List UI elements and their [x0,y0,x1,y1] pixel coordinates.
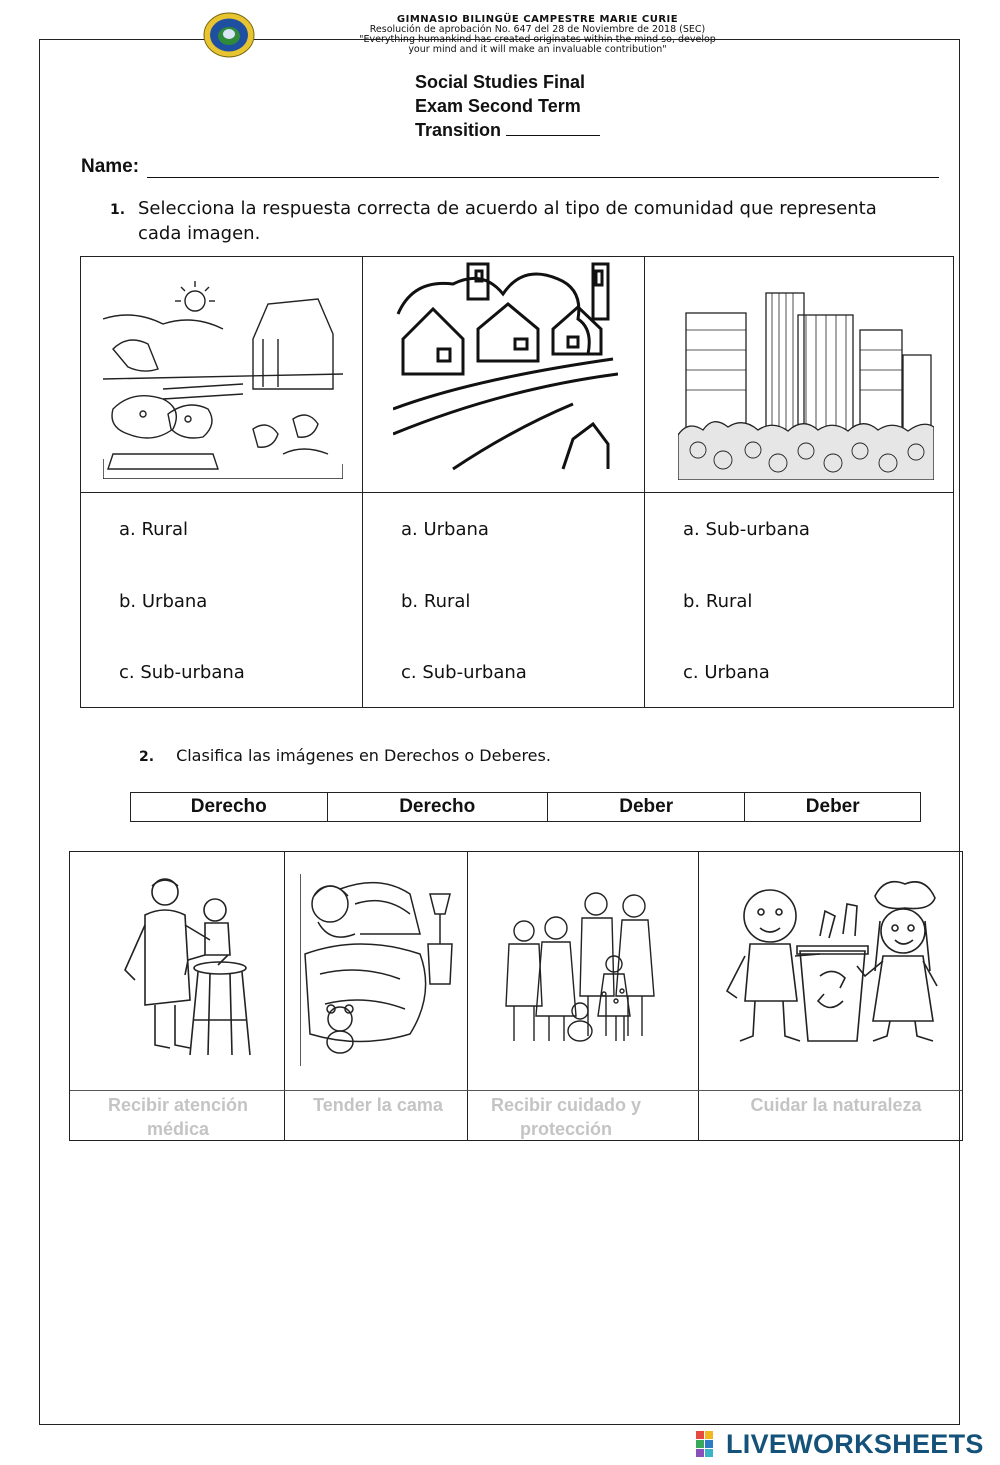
doctor-drawing [110,870,260,1060]
caption-3: Recibir cuidado y protección [490,1095,642,1139]
school-header [300,15,775,55]
exam-title-line1: Social Studies Final [415,72,586,92]
question-1-number: 1. [110,202,126,218]
name-row [81,156,941,178]
grade-blank[interactable] [506,121,600,136]
option-1b[interactable]: b. Urbana [119,591,208,612]
answer-row [130,792,921,822]
suburb-drawing [393,259,618,474]
liveworksheets-icon [696,1431,722,1457]
option-3b[interactable]: b. Rural [683,591,753,612]
caption-4: Cuidar la naturaleza [750,1095,922,1115]
option-2b[interactable]: b. Rural [401,591,471,612]
caption-2: Tender la cama [313,1095,443,1115]
grid-divider [467,852,468,1140]
liveworksheets-logo[interactable] [696,1430,984,1458]
recycling-drawing [725,876,945,1051]
page-border [39,39,960,1425]
farm-drawing [103,279,343,479]
option-2c[interactable]: c. Sub-urbana [401,662,527,683]
question-2 [139,746,551,765]
answer-cell-3[interactable]: Deber [548,793,746,821]
grid-divider [362,257,363,707]
answer-cell-2[interactable]: Derecho [328,793,548,821]
option-3c[interactable]: c. Urbana [683,662,770,683]
liveworksheets-brand: LIVEWORKSHEETS [726,1428,984,1459]
grid-divider [698,852,699,1140]
grid-divider [81,492,953,493]
resolution-text: Resolución de aprobación No. 647 del 28 de Noviembre de 2018 (SEC) [369,24,706,35]
exam-title [360,70,650,142]
bed-drawing [300,874,455,1066]
answer-cell-1[interactable]: Derecho [131,793,328,821]
motto-line-1: "Everything humankind has created originates within the mind so, develop [359,34,716,45]
school-seal-icon [203,12,255,58]
exam-title-line2: Exam Second Term [415,96,581,116]
name-label: Name: [81,156,140,177]
city-drawing [678,275,934,480]
family-drawing [504,886,666,1048]
name-line[interactable] [147,177,939,178]
option-1c[interactable]: c. Sub-urbana [119,662,245,683]
option-2a[interactable]: a. Urbana [401,519,489,540]
question-1-grid [80,256,954,708]
option-3a[interactable]: a. Sub-urbana [683,519,810,540]
answer-cell-4[interactable]: Deber [805,796,860,817]
caption-1: Recibir atención médica [107,1095,249,1139]
school-name: GIMNASIO BILINGÜE CAMPESTRE MARIE CURIE [396,14,679,25]
grade-label: Transition [415,120,502,140]
question-2-text: Clasifica las imágenes en Derechos o Deberes. [176,746,551,765]
option-1a[interactable]: a. Rural [119,519,189,540]
question-2-grid [69,851,963,1141]
motto-line-2: your mind and it will make an invaluable contribution" [408,44,667,55]
grid-divider [644,257,645,707]
exam-title-line3 [360,118,650,142]
grid-divider [284,852,285,1140]
grid-divider [70,1090,962,1091]
question-2-number: 2. [139,749,155,765]
question-1-text: Selecciona la respuesta correcta de acuerdo al tipo de comunidad que representa cada imagen. [138,198,877,244]
